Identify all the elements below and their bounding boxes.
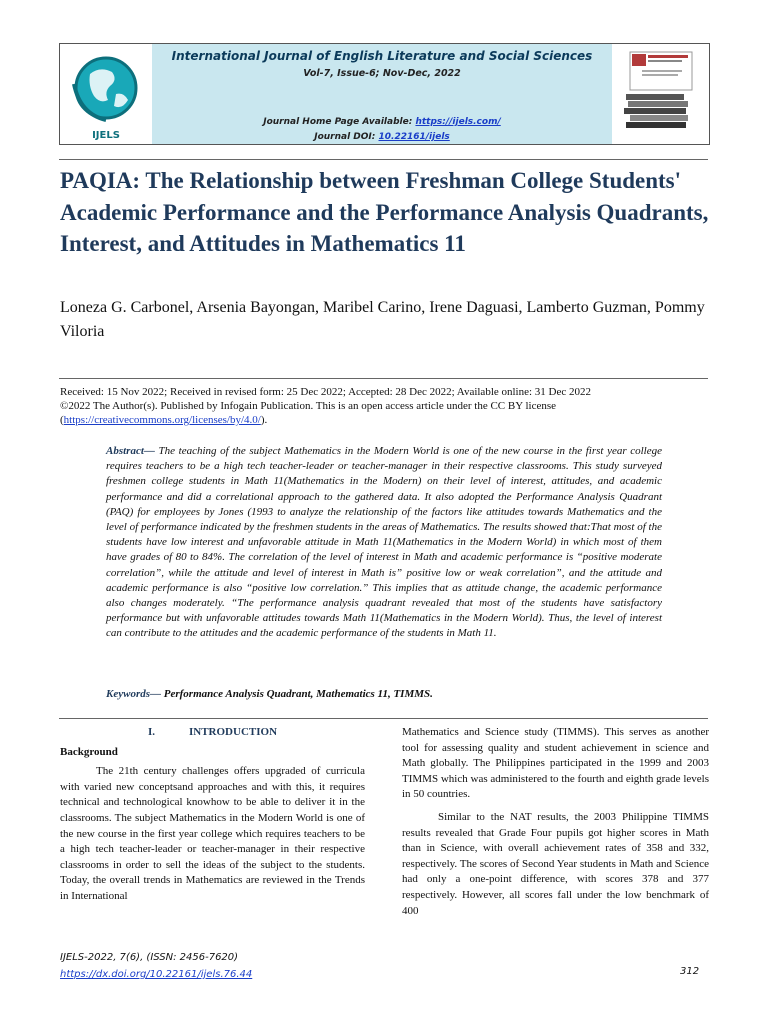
journal-title: International Journal of English Literature and Social Sciences [171, 49, 593, 63]
section-title: INTRODUCTION [189, 726, 278, 738]
intro-paragraph: The 21th century challenges offers upgraded of curricula with varied new conceptsand approaches and with this, it requires technical and technological knowhow to be able to deliver it in the classrooms. The subject Mathematics in the Modern World is one of the new course in the first year college which requires teachers to be a high tech teacher-leader or teacher-manager in their respective classrooms in order to sell the ideas of the subject to the students. Today, the overall trends in Mathematics are reviewed in the Trends in International [60, 765, 365, 902]
license-link[interactable]: https://creativecommons.org/licenses/by/4.0/ [63, 414, 261, 426]
body-divider [59, 718, 708, 719]
nat-paragraph: Similar to the NAT results, the 2003 Philippine TIMMS results revealed that Grade Four pupils got higher scores in Math than in Science, with overall achievement rates of 358 and 332, respectively. The scores of Second Year students in Math and Science had only a one-point difference, with scores 378 and 377 respectively. However, all scores fall under the low benchmark of 400 [402, 810, 709, 917]
journal-homepage [152, 117, 612, 127]
globe-icon [60, 44, 152, 144]
license-link-line: (https://creativecommons.org/licenses/by/4.0/). [60, 414, 268, 426]
doi-label: Journal DOI: [314, 132, 379, 142]
license-statement: ©2022 The Author(s). Published by Infogain Publication. This is an open access article under the CC BY license [60, 400, 557, 412]
keywords-text: Performance Analysis Quadrant, Mathematics 11, TIMMS. [161, 688, 433, 700]
journal-doi [152, 132, 612, 142]
abstract-text: The teaching of the subject Mathematics in the Modern World is one of the new course in the first year college requires teachers to be a high tech teacher-leader or teacher-manager in their respective classrooms. This study surveyed freshmen college students in Math 11(Mathematics in the Modern) on their level of interest, attitudes, and academic performance and did a correlational approach to the gathered data. It also adopted the Performance Analysis Quadrant (PAQ) for employees by Jones (1993 to analyze the relationship of the factors like attitudes towards Mathematics and the level of performance indicated by the freshmen students in the areas of Mathematics. The results showed that:That most of the students have low interest and unfavorable attitude in Math 11(Mathematics in the Modern World) in which most of them have grades of 80 to 84%. The correlation of the level of interest in Math and academic performance is “positive moderate correlation”, while the attitude and level of interest in Math is” positive low or weak correlation”, and the attitude and academic performance is also “positive low correlation.” This implies that as attitude change, the academic performance also changes moderately. “The performance analysis quadrant revealed that most of the students have satisfactory performance but with unfavorable attitudes towards Math 11(Mathematics in the Modern World). Thus, the level of interest can contribute to the attitudes and the academic performance of the students in Math 11. [106, 445, 662, 640]
keywords-label: Keywords— [106, 688, 161, 700]
doi-link[interactable]: 10.22161/ijels [378, 132, 450, 142]
homepage-link[interactable]: https://ijels.com/ [415, 117, 501, 127]
journal-cover-image [612, 44, 709, 144]
header-divider [59, 159, 708, 160]
paper-title: PAQIA: The Relationship between Freshman College Students' Academic Performance and the Performance Analysis Quadrants, Interest, and Attitudes in Mathematics 11 [60, 168, 709, 256]
book-stack-icon [612, 44, 709, 144]
journal-header [59, 43, 710, 145]
keywords [106, 688, 662, 700]
abstract [106, 444, 662, 642]
subheading-background: Background [60, 745, 118, 758]
metadata-divider [59, 378, 708, 379]
journal-volume: Vol-7, Issue-6; Nov-Dec, 2022 [303, 68, 461, 79]
paper-authors: Loneza G. Carbonel, Arsenia Bayongan, Maribel Carino, Irene Daguasi, Lamberto Guzman, Pommy Viloria [60, 299, 705, 340]
received-dates: Received: 15 Nov 2022; Received in revised form: 25 Dec 2022; Accepted: 28 Dec 2022; Available online: 31 Dec 2022 [60, 386, 592, 398]
left-column [60, 725, 365, 912]
abstract-label: Abstract— [106, 445, 155, 457]
journal-logo [60, 44, 153, 144]
article-history [60, 385, 710, 427]
homepage-label: Journal Home Page Available: [263, 117, 416, 127]
footer-citation [60, 949, 252, 983]
section-heading [60, 725, 365, 741]
section-number: I. [147, 726, 155, 738]
right-column [402, 725, 709, 926]
svg-text:IJELS: IJELS [92, 130, 120, 141]
journal-banner [152, 44, 612, 144]
timms-paragraph: Mathematics and Science study (TIMMS). This serves as another tool for assessing quality and student achievement in science and Math globally. The Philippines participated in the 1999 and 2003 TIMMS which was administered to the fourth and eighth grade levels in 50 countries. [402, 726, 709, 801]
footer-issn: IJELS-2022, 7(6), (ISSN: 2456-7620) [60, 952, 239, 963]
page-number: 312 [680, 966, 700, 977]
footer-doi-link[interactable]: https://dx.doi.org/10.22161/ijels.76.44 [60, 969, 253, 980]
